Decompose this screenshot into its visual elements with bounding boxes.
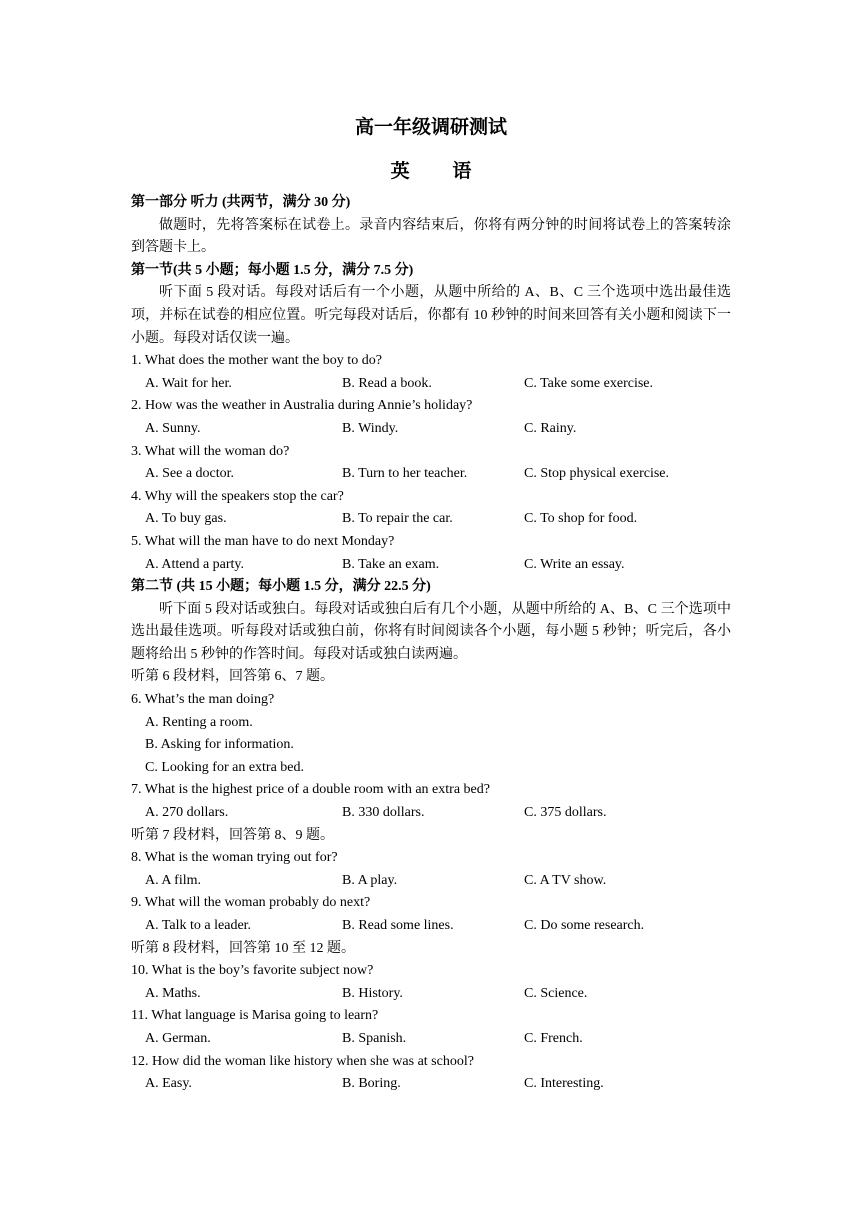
section1-heading: 第一节(共 5 小题；每小题 1.5 分，满分 7.5 分): [131, 262, 414, 278]
question-4-options: [131, 508, 731, 531]
question-7-option-c: C. 375 dollars.: [524, 805, 607, 821]
question-5-stem: 5. What will the man have to do next Monday?: [131, 533, 395, 549]
question-10-option-b: B. History.: [342, 985, 403, 1001]
question-9-stem: 9. What will the woman probably do next?: [131, 895, 371, 911]
question-11-stem: 11. What language is Marisa going to learn?: [131, 1008, 379, 1024]
question-11-option-a: A. German.: [145, 1030, 211, 1046]
question-5-option-b: B. Take an exam.: [342, 556, 440, 572]
question-1-option-b: B. Read a book.: [342, 375, 432, 391]
question-2-stem: 2. How was the weather in Australia during Annie’s holiday?: [131, 398, 473, 414]
question-11-option-c: C. French.: [524, 1030, 583, 1046]
question-12-stem: 12. How did the woman like history when she was at school?: [131, 1053, 474, 1069]
question-3-stem: 3. What will the woman do?: [131, 443, 290, 459]
question-2-option-b: B. Windy.: [342, 420, 399, 436]
question-11-option-b: B. Spanish.: [342, 1030, 407, 1046]
section2-heading: 第二节 (共 15 小题；每小题 1.5 分，满分 22.5 分): [131, 579, 431, 595]
question-8-option-b: B. A play.: [342, 872, 398, 888]
question-9-option-b: B. Read some lines.: [342, 918, 454, 933]
question-4-option-c: C. To shop for food.: [524, 511, 638, 527]
question-3-options: [131, 463, 731, 486]
question-4-option-b: B. To repair the car.: [342, 511, 453, 527]
question-7-option-a: A. 270 dollars.: [145, 805, 229, 821]
question-9-option-a: A. Talk to a leader.: [145, 918, 252, 933]
question-6-option-b: B. Asking for information.: [145, 737, 294, 753]
question-4-option-a: A. To buy gas.: [145, 511, 227, 527]
question-2-option-c: C. Rainy.: [524, 420, 577, 436]
exam-title: 高一年级调研测试: [354, 117, 507, 138]
part1-instructions: 做题时，先将答案标在试卷上。录音内容结束后，你将有两分钟的时间将试卷上的答案转涂到答题卡上。: [131, 217, 731, 256]
question-2-options: [131, 418, 731, 441]
question-2-option-a: A. Sunny.: [145, 420, 201, 436]
question-7-option-b: B. 330 dollars.: [342, 805, 425, 821]
question-9-option-c: C. Do some research.: [524, 918, 645, 933]
question-6-option-a: A. Renting a room.: [145, 714, 253, 730]
question-1-option-a: A. Wait for her.: [145, 375, 232, 391]
question-1-option-c: C. Take some exercise.: [524, 375, 653, 391]
question-10-options: [131, 983, 731, 1006]
question-3-option-b: B. Turn to her teacher.: [342, 466, 468, 482]
material-8-note: 听第 8 段材料，回答第 10 至 12 题。: [131, 940, 355, 956]
question-4-stem: 4. Why will the speakers stop the car?: [131, 488, 344, 504]
part1-heading: 第一部分 听力 (共两节，满分 30 分): [131, 195, 351, 210]
question-6-stem: 6. What’s the man doing?: [131, 692, 275, 708]
question-6-option-c: C. Looking for an extra bed.: [145, 759, 305, 775]
question-9-options: [131, 915, 731, 938]
question-10-option-a: A. Maths.: [145, 985, 201, 1001]
question-10-option-c: C. Science.: [524, 985, 588, 1001]
question-8-options: [131, 870, 731, 893]
question-8-option-a: A. A film.: [145, 872, 202, 888]
question-12-option-b: B. Boring.: [342, 1076, 401, 1092]
section2-instructions: 听下面 5 段对话或独白。每段对话或独白后有几个小题，从题中所给的 A、B、C 三个选项中选出最佳选项。听每段对话或独白前，你将有时间阅读各个小题，每小题 5 秒钟；听完后，各小题将给出 5 秒钟的作答时间。每段对话或独白读两遍。: [131, 601, 731, 662]
question-11-options: [131, 1028, 731, 1051]
question-7-stem: 7. What is the highest price of a double room with an extra bed?: [131, 782, 490, 798]
question-1-options: [131, 373, 731, 396]
exam-content: [131, 114, 731, 1096]
subject-title: 英 语: [390, 161, 491, 182]
question-7-options: [131, 802, 731, 825]
question-5-options: [131, 554, 731, 577]
question-12-option-c: C. Interesting.: [524, 1076, 604, 1092]
question-1-stem: 1. What does the mother want the boy to do?: [131, 353, 382, 369]
question-3-option-a: A. See a doctor.: [145, 466, 235, 482]
question-12-options: [131, 1073, 731, 1096]
question-10-stem: 10. What is the boy’s favorite subject now?: [131, 963, 374, 979]
question-5-option-a: A. Attend a party.: [145, 556, 245, 572]
question-8-option-c: C. A TV show.: [524, 872, 607, 888]
question-12-option-a: A. Easy.: [145, 1076, 192, 1092]
question-5-option-c: C. Write an essay.: [524, 556, 625, 572]
material-6-note: 听第 6 段材料，回答第 6、7 题。: [131, 669, 334, 685]
section1-instructions: 听下面 5 段对话。每段对话后有一个小题，从题中所给的 A、B、C 三个选项中选出最佳选项，并标在试卷的相应位置。听完每段对话后，你都有 10 秒钟的时间来回答有关小题和阅读下一小题。每段对话仅读一遍。: [131, 285, 731, 346]
question-3-option-c: C. Stop physical exercise.: [524, 466, 670, 482]
question-8-stem: 8. What is the woman trying out for?: [131, 850, 338, 866]
material-7-note: 听第 7 段材料，回答第 8、9 题。: [131, 827, 334, 843]
